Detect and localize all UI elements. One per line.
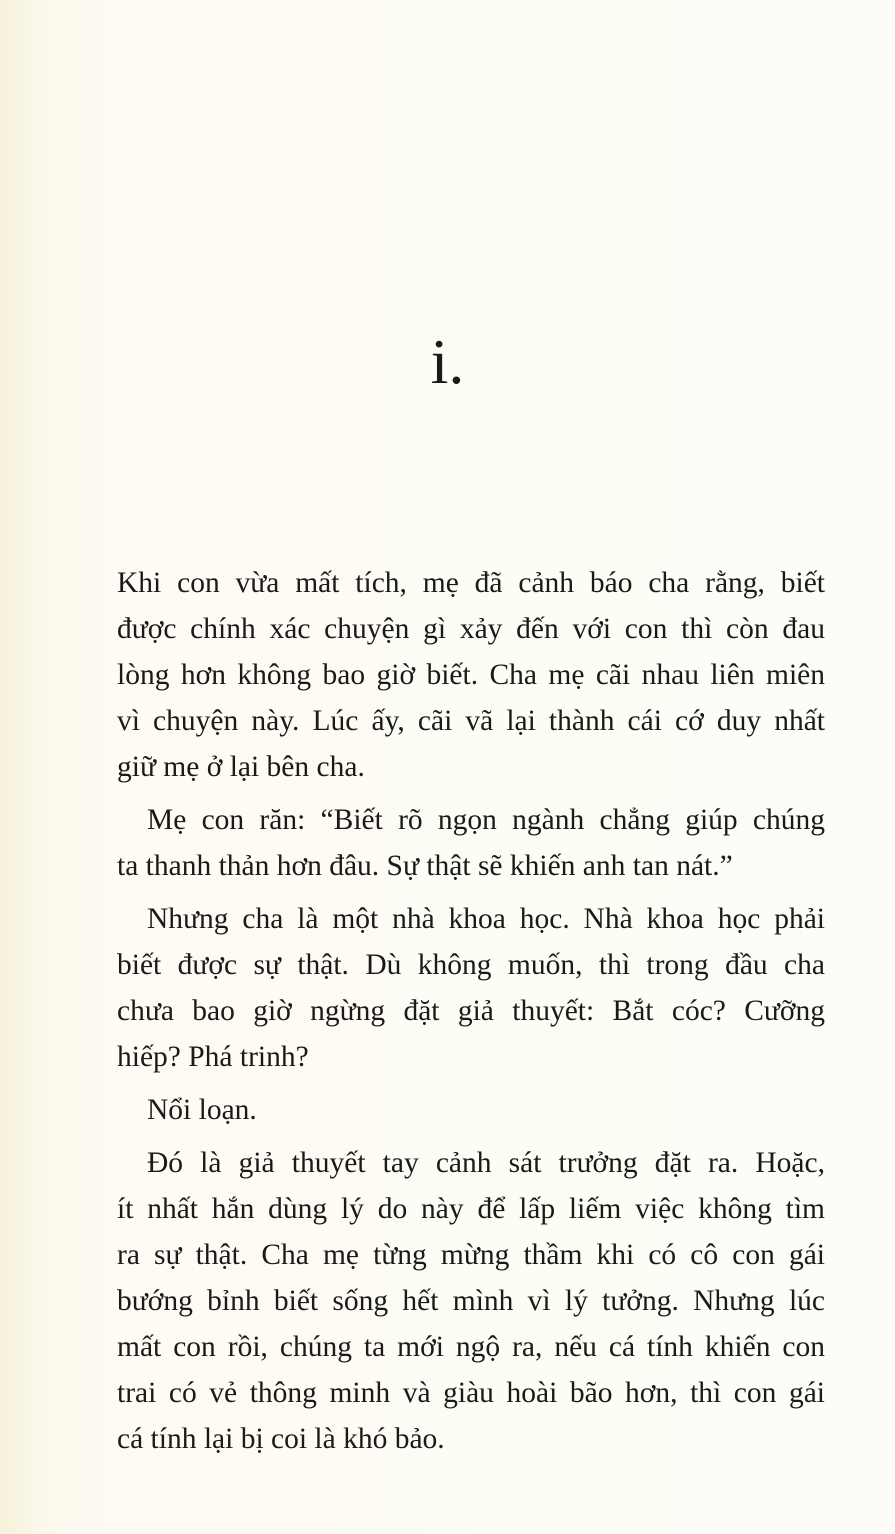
paragraph (117, 896, 825, 1080)
paragraph (117, 1087, 825, 1133)
text-line: được chính xác chuyện gì xảy đến với con thì còn đau (117, 613, 825, 645)
paragraph (117, 1140, 825, 1462)
paragraph (117, 560, 825, 790)
text-line: giữ mẹ ở lại bên cha. (117, 751, 365, 783)
text-line: lòng hơn không bao giờ biết. Cha mẹ cãi nhau liên miên (117, 659, 825, 691)
text-line: ít nhất hắn dùng lý do này để lấp liếm việc không tìm (117, 1193, 825, 1225)
text-line: mất con rồi, chúng ta mới ngộ ra, nếu cá tính khiến con (117, 1331, 825, 1363)
chapter-number: i. (430, 326, 465, 397)
body-text (117, 560, 825, 1469)
text-line: Đó là giả thuyết tay cảnh sát trưởng đặt ra. Hoặc, (147, 1147, 825, 1179)
text-line: cá tính lại bị coi là khó bảo. (117, 1423, 445, 1455)
text-line: bướng bỉnh biết sống hết mình vì lý tưởng. Nhưng lúc (117, 1285, 825, 1317)
text-line: Khi con vừa mất tích, mẹ đã cảnh báo cha rằng, biết (117, 567, 825, 599)
text-line: Mẹ con răn: “Biết rõ ngọn ngành chẳng giúp chúng (147, 804, 825, 836)
text-line: vì chuyện này. Lúc ấy, cãi vã lại thành cái cớ duy nhất (117, 705, 825, 737)
text-line: trai có vẻ thông minh và giàu hoài bão hơn, thì con gái (117, 1377, 825, 1409)
text-line: biết được sự thật. Dù không muốn, thì trong đầu cha (117, 949, 825, 981)
paragraph (117, 797, 825, 889)
text-line: chưa bao giờ ngừng đặt giả thuyết: Bắt cóc? Cưỡng (117, 995, 825, 1027)
text-line: Nổi loạn. (147, 1094, 257, 1126)
text-line: hiếp? Phá trinh? (117, 1041, 309, 1073)
text-line: ra sự thật. Cha mẹ từng mừng thầm khi có cô con gái (117, 1239, 825, 1271)
text-line: Nhưng cha là một nhà khoa học. Nhà khoa học phải (147, 903, 825, 935)
text-line: ta thanh thản hơn đâu. Sự thật sẽ khiến anh tan nát.” (117, 850, 733, 882)
